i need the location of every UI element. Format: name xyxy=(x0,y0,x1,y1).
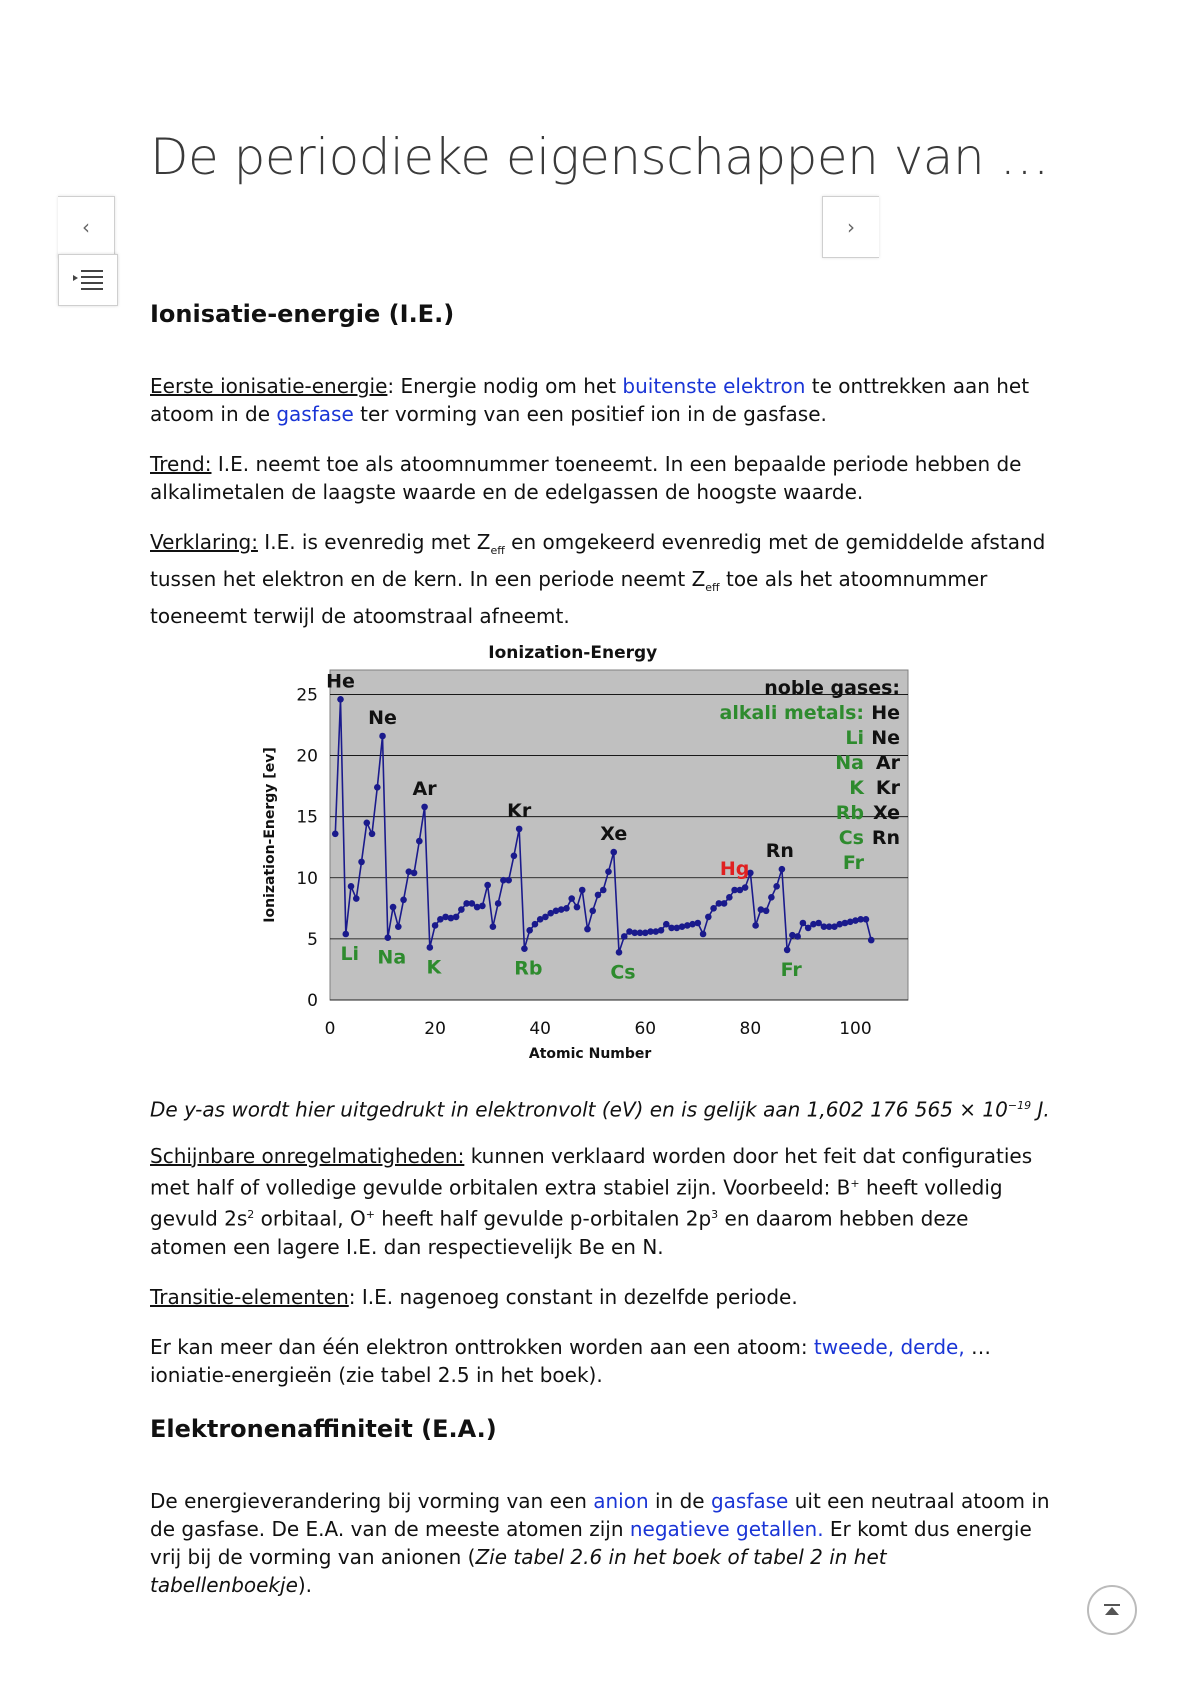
y-axis-label: Ionization-Energy [ev] xyxy=(262,747,278,923)
legend-alkali-rb: Rb xyxy=(835,802,864,824)
data-point xyxy=(700,931,707,938)
data-point xyxy=(610,849,617,856)
trough-label-li: Li xyxy=(340,943,360,965)
peak-label-ar: Ar xyxy=(412,777,437,800)
y-tick-label: 25 xyxy=(296,685,318,706)
x-tick-label: 40 xyxy=(529,1019,552,1039)
data-point xyxy=(521,945,528,952)
data-point xyxy=(337,696,344,703)
data-point xyxy=(658,927,665,934)
data-point xyxy=(421,804,428,811)
legend-noble-ar: Ar xyxy=(875,752,900,774)
data-point xyxy=(600,887,607,894)
data-point xyxy=(385,934,392,941)
trough-label-fr: Fr xyxy=(780,958,802,981)
chevron-left-icon: ‹ xyxy=(82,215,90,239)
data-point xyxy=(616,949,623,956)
legend-alkali-li: Li xyxy=(845,727,864,749)
peak-label-kr: Kr xyxy=(507,799,532,822)
data-point xyxy=(584,926,591,933)
paragraph-meerdere: Er kan meer dan één elektron onttrokken worden aan een atoom: tweede, derde, … ioniatie-energieën (zie tabel 2.5 in het boek). xyxy=(150,1334,992,1387)
data-point xyxy=(726,894,733,901)
data-point xyxy=(794,933,801,940)
page-title: De periodieke eigenschappen van … xyxy=(150,128,1050,186)
data-point xyxy=(579,887,586,894)
data-point xyxy=(458,906,465,913)
data-point xyxy=(342,931,349,938)
data-point xyxy=(868,937,875,944)
data-point xyxy=(784,947,791,954)
data-point xyxy=(432,922,439,929)
legend-noble-xe: Xe xyxy=(872,802,900,824)
data-point xyxy=(532,921,539,928)
legend-noble-kr: Kr xyxy=(875,777,900,799)
legend-alkali-na: Na xyxy=(835,752,864,774)
data-point xyxy=(752,922,759,929)
peak-label-ne: Ne xyxy=(368,707,397,729)
data-point xyxy=(390,904,397,911)
data-point xyxy=(710,905,717,912)
data-point xyxy=(484,882,491,889)
legend-alkali-k: K xyxy=(849,777,864,799)
x-tick-label: 80 xyxy=(739,1019,762,1039)
next-page-button[interactable] xyxy=(822,196,879,258)
x-tick-label: 0 xyxy=(324,1019,336,1039)
x-tick-label: 20 xyxy=(424,1019,446,1039)
scroll-top-icon xyxy=(1102,1602,1122,1618)
legend-noble-he: He xyxy=(871,702,900,724)
data-point xyxy=(773,883,780,890)
legend-alkali-cs: Cs xyxy=(838,827,864,849)
data-point xyxy=(516,826,523,833)
toc-icon xyxy=(71,267,105,293)
data-point xyxy=(563,905,570,912)
data-point xyxy=(379,733,386,740)
chart-caption: De y-as wordt hier uitgedrukt in elektronvolt (eV) en is gelijk aan 1,602 176 $565 \times 10^{-19}$ J. xyxy=(150,1097,1050,1122)
paragraph-transitie: Transitie-elementen: I.E. nagenoeg constant in dezelfde periode. xyxy=(150,1284,798,1309)
paragraph-ea: De energieverandering bij vorming van een anion in de gasfase uit een neutraal atoom in de gasfase. De E.A. van de meeste atomen zijn negatieve getallen. Er komt dus energie vrij bij de vorming van anionen (Zie tabel 2.6 in het boek of tabel 2 in het tabellenboekje). xyxy=(150,1488,1050,1597)
data-point xyxy=(353,895,360,902)
data-point xyxy=(479,903,486,910)
trough-label-cs: Cs xyxy=(610,961,636,984)
data-point xyxy=(763,907,770,914)
y-tick-label: 20 xyxy=(296,746,318,767)
data-point xyxy=(574,904,581,911)
data-point xyxy=(721,900,728,907)
trough-label-rb: Rb xyxy=(514,957,543,980)
data-point xyxy=(416,838,423,845)
data-point xyxy=(800,920,807,927)
y-tick-label: 15 xyxy=(296,807,318,828)
x-axis-label: Atomic Number xyxy=(528,1046,652,1062)
peak-label-rn: Rn xyxy=(765,840,794,863)
data-point xyxy=(526,927,533,934)
data-point xyxy=(358,859,365,866)
x-tick-label: 100 xyxy=(839,1019,872,1039)
data-point xyxy=(511,852,518,859)
label-hg: Hg xyxy=(719,857,750,880)
data-point xyxy=(369,830,376,837)
paragraph-onregelmatigheden: Schijnbare onregelmatigheden: kunnen verklaard worden door het feit dat configuraties met half of volledige gevulde orbitalen extra stabiel zijn. Voorbeeld: B+ heeft volledig gevuld $2s^2$ orbitaal, O+ heeft half gevulde p-orbitalen $2p^3$ en daarom hebben deze atomen een lagere I.E. dan respectievelijk Be en N. xyxy=(150,1143,1033,1259)
chevron-right-icon: › xyxy=(847,215,855,239)
data-point xyxy=(742,884,749,891)
data-point xyxy=(595,892,602,899)
section-heading-ea: Elektronenaffiniteit (E.A.) xyxy=(150,1414,497,1443)
link-gasfase[interactable]: gasfase xyxy=(276,402,354,426)
link-tweede-derde[interactable]: tweede, derde, xyxy=(813,1334,965,1359)
peak-label-xe: Xe xyxy=(600,823,628,846)
table-of-contents-button[interactable] xyxy=(58,254,118,306)
data-point xyxy=(363,819,370,826)
legend-alkali-fr: Fr xyxy=(842,852,864,874)
legend-title-alkali: alkali metals: xyxy=(719,702,864,724)
link-gasfase-ea[interactable]: gasfase xyxy=(710,1488,789,1513)
paragraph-trend: Trend: I.E. neemt toe als atoomnummer toeneemt. In een bepaalde periode hebben de alkalimetalen de laagste waarde en de edelgassen de hoogste waarde. xyxy=(150,452,1022,504)
y-tick-label: 0 xyxy=(307,991,318,1011)
legend-noble-ne: Ne xyxy=(871,727,900,749)
data-point xyxy=(495,900,502,907)
peak-label-he: He xyxy=(326,670,355,693)
trough-label-na: Na xyxy=(377,946,407,969)
data-point xyxy=(695,920,702,927)
data-point xyxy=(605,868,612,875)
trough-label-k: K xyxy=(426,956,442,979)
data-point xyxy=(427,944,434,951)
data-point xyxy=(505,877,512,884)
data-point xyxy=(411,870,418,877)
data-point xyxy=(332,830,339,837)
legend-noble-rn: Rn xyxy=(871,827,900,849)
link-negatieve-getallen[interactable]: negatieve getallen. xyxy=(629,1516,824,1541)
data-point xyxy=(621,933,628,940)
y-tick-label: 5 xyxy=(307,929,318,950)
previous-page-button[interactable] xyxy=(58,196,115,258)
data-point xyxy=(589,907,596,914)
data-point xyxy=(705,914,712,921)
data-point xyxy=(863,916,870,923)
data-point xyxy=(779,866,786,873)
data-point xyxy=(374,784,381,791)
data-point xyxy=(453,914,460,921)
link-anion[interactable]: anion xyxy=(593,1488,649,1513)
x-tick-label: 60 xyxy=(634,1019,657,1039)
paragraph-first-ie: Eerste ionisatie-energie: Energie nodig om het buitenste elektron te onttrekken aan het atoom in de gasfase ter vorming van een positief ion in de gasfase. xyxy=(150,374,1030,426)
chart-title: Ionization-Energy xyxy=(488,643,658,663)
data-point xyxy=(768,894,775,901)
data-point xyxy=(395,923,402,930)
ionization-energy-chart xyxy=(248,640,928,1070)
data-point xyxy=(490,923,497,930)
data-point xyxy=(348,883,355,890)
legend-title-noble: noble gases: xyxy=(764,677,900,699)
section-heading-ie: Ionisatie-energie (I.E.) xyxy=(150,300,455,328)
y-tick-label: 10 xyxy=(296,868,318,889)
scroll-to-top-button[interactable] xyxy=(1087,1585,1137,1635)
data-point xyxy=(400,896,407,903)
paragraph-verklaring: Verklaring: I.E. is evenredig met $Z_{eff}$ en omgekeerd evenredig met de gemiddelde afstand tussen het elektron en de kern. In een periode neemt $Z_{eff}$ toe als het atoomnummer toeneemt terwijl de atoomstraal afneemt. xyxy=(150,530,1046,628)
data-point xyxy=(568,895,575,902)
link-buitenste-elektron[interactable]: buitenste elektron xyxy=(622,374,806,398)
